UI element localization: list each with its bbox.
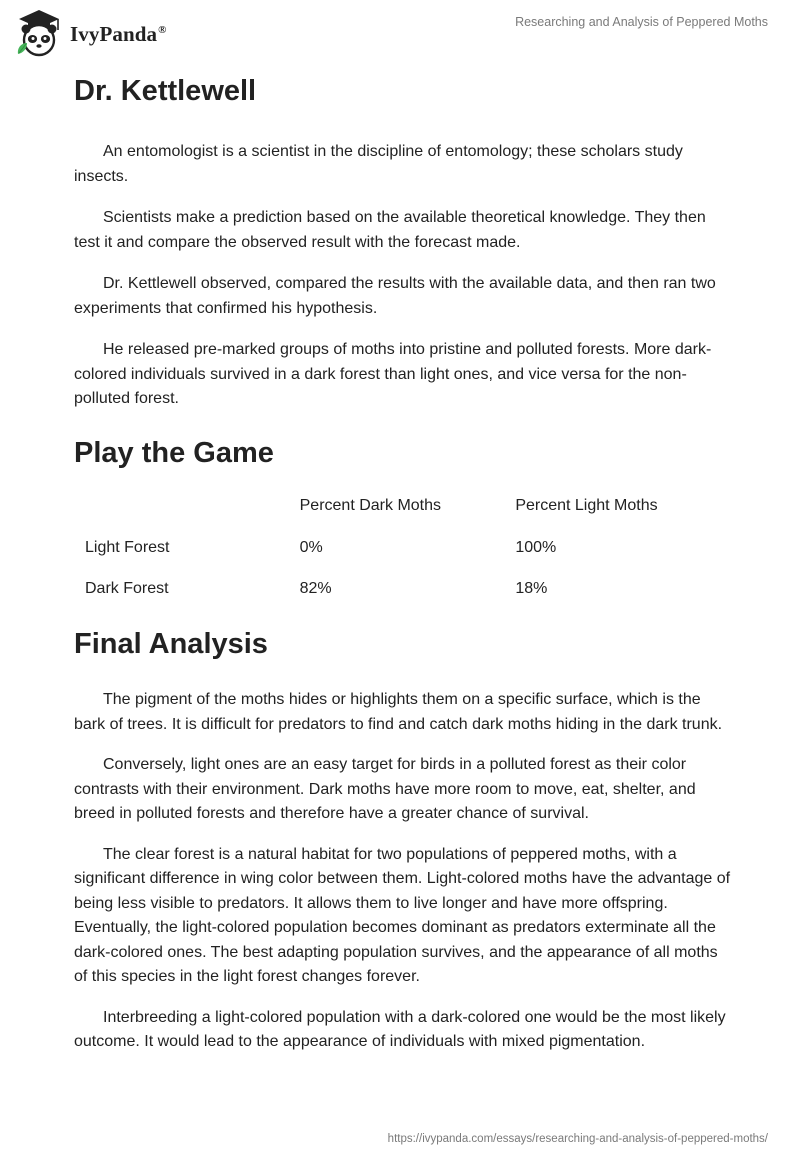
paragraph: Scientists make a prediction based on the available theoretical knowledge. They then test it and compare the observed result with the forecast made.: [74, 209, 706, 251]
paragraph: Interbreeding a light-colored population with a dark-colored one would be the most likely outcome. It would lead to the appearance of individuals with mixed pigmentation.: [74, 1008, 726, 1050]
source-url-link[interactable]: https://ivypanda.com/essays/researching-and-analysis-of-peppered-moths/: [387, 1133, 768, 1145]
section-heading-kettlewell: Dr. Kettlewell: [74, 75, 257, 107]
paragraph: An entomologist is a scientist in the discipline of entomology; these scholars study insects.: [74, 143, 683, 185]
table-header-cell: [74, 486, 300, 528]
paragraph: He released pre-marked groups of moths into pristine and polluted forests. More dark-colored individuals survived in a dark forest than light ones, and vice versa for the non-polluted forest.: [74, 341, 712, 407]
section-heading-game: Play the Game: [74, 436, 274, 469]
table-cell: 82%: [299, 580, 332, 598]
paragraph: The pigment of the moths hides or highlights them on a specific surface, which is the bark of trees. It is difficult for predators to find and catch dark moths hiding in the dark trunk.: [74, 691, 723, 733]
table-cell: Dark Forest: [85, 580, 169, 598]
brand-name: IvyPanda®: [70, 21, 167, 46]
ivypanda-logo[interactable]: [14, 8, 167, 58]
table-cell: Light Forest: [85, 538, 170, 556]
results-table: [74, 486, 734, 611]
paragraph: Dr. Kettlewell observed, compared the results with the available data, and then ran two experiments that confirmed his hypothesis.: [74, 275, 716, 317]
panda-graduate-icon: [14, 8, 64, 58]
table-cell: 100%: [515, 538, 557, 556]
table-header-cell: Percent Light Moths: [515, 497, 658, 515]
essay-content: [74, 72, 734, 1055]
document-title: Researching and Analysis of Peppered Moths: [515, 15, 768, 29]
table-header-cell: Percent Dark Moths: [299, 497, 442, 515]
paragraph: Conversely, light ones are an easy target for birds in a polluted forest as their color contrasts with their environment. Dark moths have more room to move, eat, shelter, and breed in polluted forests and therefore have a greater chance of survival.: [74, 756, 696, 822]
table-cell: 18%: [515, 580, 548, 598]
table-cell: 0%: [299, 538, 323, 556]
section-heading-final: Final Analysis: [74, 628, 268, 660]
table-header-row: [74, 486, 734, 528]
table-row: [74, 569, 734, 611]
table-row: [74, 527, 734, 569]
page-header: [0, 0, 800, 64]
paragraph: The clear forest is a natural habitat for two populations of peppered moths, with a significant difference in wing color between them. Light-colored moths have the advantage of being less visible to predators. It allows them to live longer and have more offspring. Eventually, the light-colored population becomes dominant as predators exterminate all the dark-colored ones. The best adapting population survives, and the appearance of all moths of this species in the light forest changes forever.: [74, 845, 731, 985]
